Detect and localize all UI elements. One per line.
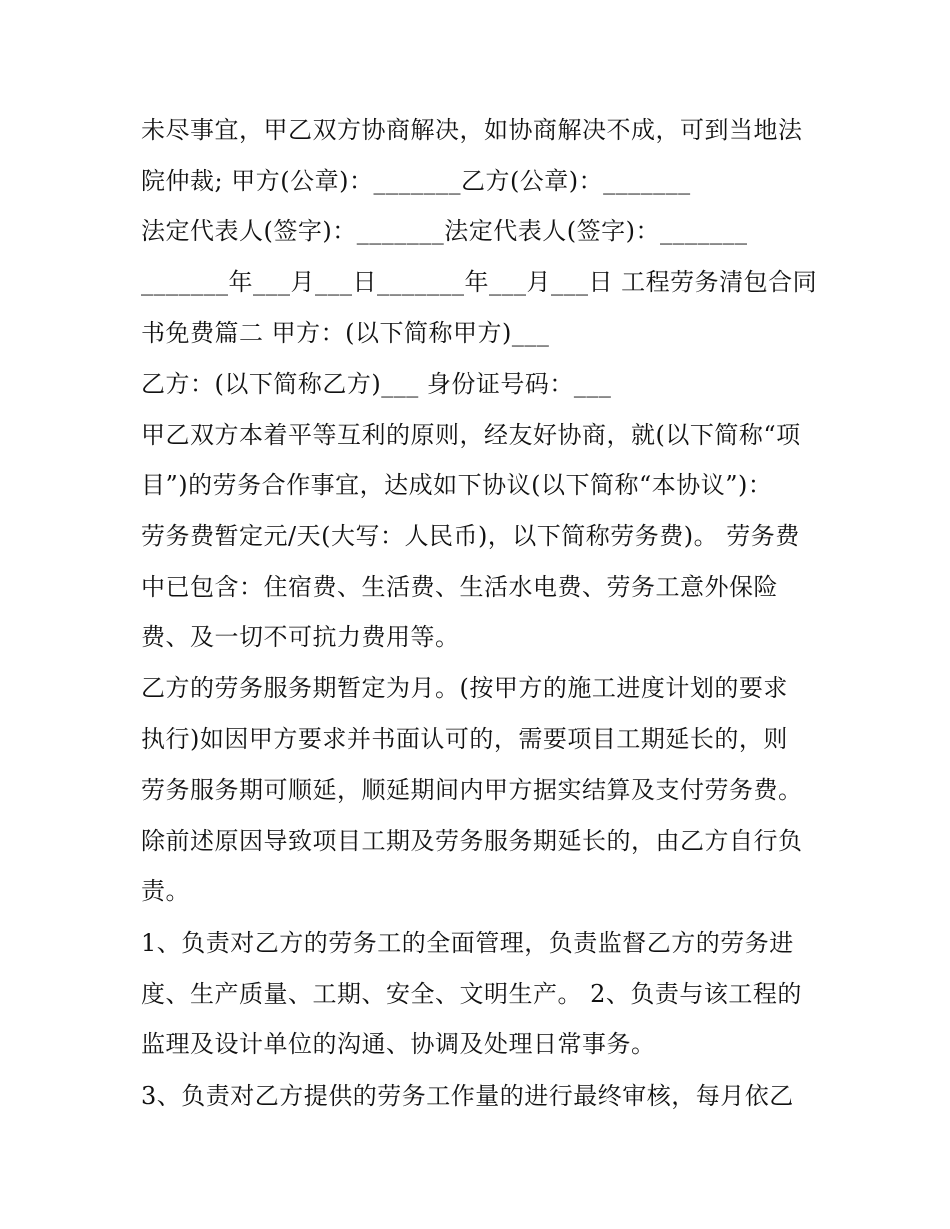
text-line: 费、及一切不可抗力费用等。 xyxy=(141,623,460,651)
text-line: 度、生产质量、工期、安全、文明生产。 2、负责与该工程的 xyxy=(141,980,802,1008)
text-line: 劳务服务期可顺延，顺延期间内甲方据实结算及支付劳务费。 xyxy=(141,776,803,804)
text-line: 目”)的劳务合作事宜，达成如下协议(以下简称“本协议”)： xyxy=(141,471,773,499)
text-line: 执行)如因甲方要求并书面认可的，需要项目工期延长的，则 xyxy=(141,725,788,753)
text-line: 书免费篇二 甲方：(以下简称甲方)___ xyxy=(141,319,550,347)
text-line: 责。 xyxy=(141,877,190,905)
text-line: 法定代表人(签字)：_______法定代表人(签字)：_______ xyxy=(141,217,748,245)
text-line: _______年___月___日_______年___月___日 工程劳务清包合同 xyxy=(141,268,818,296)
text-line: 监理及设计单位的沟通、协调及处理日常事务。 xyxy=(141,1030,656,1058)
text-line: 1、负责对乙方的劳务工的全面管理，负责监督乙方的劳务进 xyxy=(141,929,794,957)
text-line: 3、负责对乙方提供的劳务工作量的进行最终审核，每月依乙 xyxy=(141,1082,794,1110)
text-line: 院仲裁; 甲方(公章)：_______乙方(公章)：_______ xyxy=(141,167,691,195)
text-line: 甲乙双方本着平等互利的原则，经友好协商，就(以下简称“项 xyxy=(141,421,801,449)
text-line: 未尽事宜，甲乙双方协商解决，如协商解决不成，可到当地法 xyxy=(141,116,803,144)
text-line: 中已包含：住宿费、生活费、生活水电费、劳务工意外保险 xyxy=(141,573,778,601)
text-line: 除前述原因导致项目工期及劳务服务期延长的，由乙方自行负 xyxy=(141,827,803,855)
text-line: 乙方的劳务服务期暂定为月。(按甲方的施工进度计划的要求 xyxy=(141,674,788,702)
text-line: 乙方：(以下简称乙方)___ 身份证号码：___ xyxy=(141,370,612,398)
text-line: 劳务费暂定元/天(大写：人民币)，以下简称劳务费)。 劳务费 xyxy=(141,522,800,550)
